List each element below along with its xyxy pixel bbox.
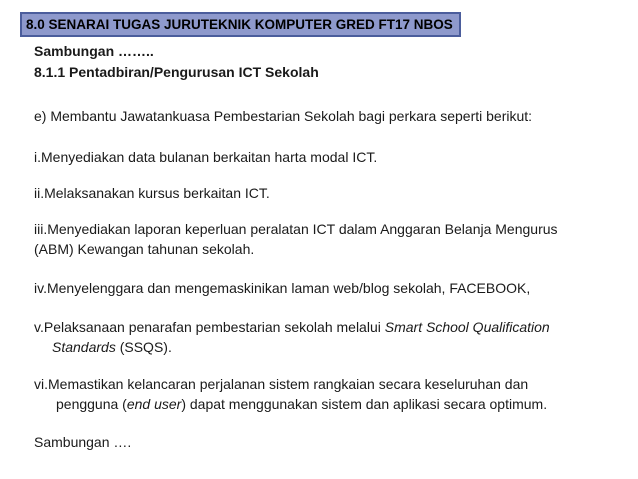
item-vi-text-2: ) dapat menggunakan sistem dan aplikasi secara optimum. <box>181 396 548 412</box>
item-v-line1 <box>34 319 550 335</box>
item-v-text: v.Pelaksanaan penarafan pembestarian sekolah melalui <box>34 319 385 335</box>
item-i: i.Menyediakan data bulanan berkaitan harta modal ICT. <box>34 149 378 165</box>
continued-top-label: Sambungan …….. <box>34 43 154 59</box>
item-iii-line2: (ABM) Kewangan tahunan sekolah. <box>34 241 255 257</box>
section-heading: 8.1.1 Pentadbiran/Pengurusan ICT Sekolah <box>34 64 319 80</box>
item-vi-emphasis: end user <box>126 396 182 412</box>
item-iii-line1: iii.Menyediakan laporan keperluan peralatan ICT dalam Anggaran Belanja Mengurus <box>34 221 558 237</box>
item-v-emphasis-2: Standards <box>52 339 116 355</box>
item-iv: iv.Menyelenggara dan mengemaskinikan laman web/blog sekolah, FACEBOOK, <box>34 280 531 296</box>
item-vi-line1: vi.Memastikan kelancaran perjalanan sistem rangkaian secara keseluruhan dan <box>34 376 529 392</box>
slide-title: 8.0 SENARAI TUGAS JURUTEKNIK KOMPUTER GRED FT17 NBOS <box>20 12 461 37</box>
item-vi-text: pengguna ( <box>56 396 127 412</box>
continued-bottom-label: Sambungan …. <box>34 434 132 450</box>
item-v-emphasis: Smart School Qualification <box>384 319 550 335</box>
item-vi-line2 <box>56 396 547 412</box>
item-e: e) Membantu Jawatankuasa Pembestarian Sekolah bagi perkara seperti berikut: <box>34 108 533 124</box>
item-v-text-2: (SSQS). <box>115 339 172 355</box>
item-ii: ii.Melaksanakan kursus berkaitan ICT. <box>34 185 270 201</box>
item-v-line2 <box>52 339 172 355</box>
